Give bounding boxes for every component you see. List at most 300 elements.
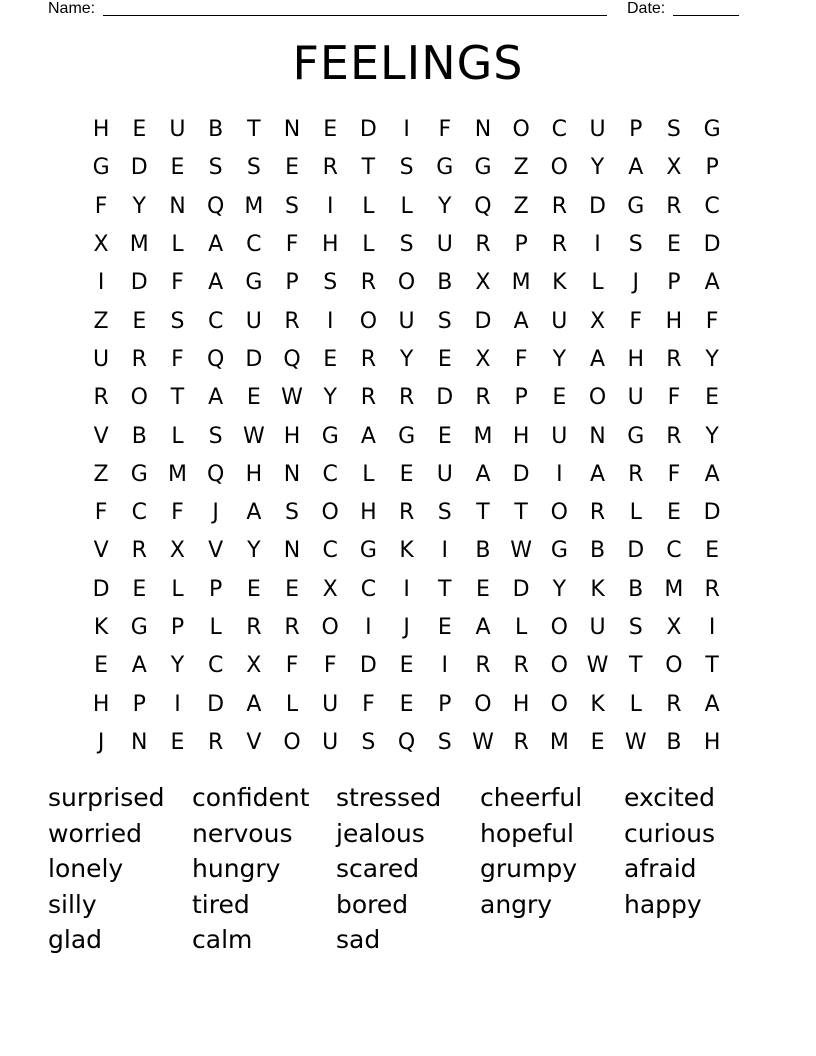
word-list-item: surprised bbox=[48, 783, 165, 812]
grid-letter[interactable]: U bbox=[93, 346, 110, 372]
grid-letter[interactable]: A bbox=[704, 270, 720, 296]
grid-letter[interactable]: F bbox=[171, 500, 184, 526]
grid-letter[interactable]: H bbox=[627, 346, 644, 372]
grid-letter[interactable]: E bbox=[285, 155, 299, 181]
grid-letter[interactable]: Q bbox=[474, 193, 492, 219]
grid-row bbox=[82, 532, 731, 570]
grid-letter[interactable]: B bbox=[437, 270, 453, 296]
grid-letter[interactable]: K bbox=[399, 538, 414, 564]
grid-letter[interactable]: R bbox=[666, 346, 682, 372]
grid-letter[interactable]: A bbox=[475, 615, 491, 640]
grid-letter[interactable]: U bbox=[436, 461, 453, 487]
grid-letter[interactable]: G bbox=[92, 155, 110, 181]
grid-letter[interactable]: X bbox=[589, 308, 606, 334]
grid-letter[interactable]: F bbox=[667, 385, 681, 411]
grid-letter[interactable]: N bbox=[589, 423, 606, 449]
grid-letter[interactable]: C bbox=[551, 117, 568, 143]
grid-letter[interactable]: L bbox=[171, 423, 184, 449]
grid-letter[interactable]: U bbox=[589, 615, 606, 640]
grid-letter[interactable]: O bbox=[359, 308, 378, 334]
grid-letter[interactable]: P bbox=[514, 385, 528, 411]
grid-letter[interactable]: R bbox=[475, 653, 491, 679]
grid-letter[interactable]: D bbox=[474, 308, 492, 334]
grid-letter[interactable]: O bbox=[283, 729, 301, 755]
grid-letter[interactable]: H bbox=[283, 423, 301, 449]
grid-letter[interactable]: R bbox=[475, 385, 491, 411]
grid-letter[interactable]: M bbox=[511, 270, 531, 296]
grid-letter[interactable]: Z bbox=[93, 461, 109, 487]
grid-letter[interactable]: X bbox=[475, 270, 491, 296]
grid-letter[interactable]: G bbox=[245, 270, 263, 296]
grid-letter[interactable]: U bbox=[322, 729, 339, 755]
grid-letter[interactable]: E bbox=[132, 576, 147, 602]
grid-letter[interactable]: N bbox=[283, 461, 301, 487]
grid-letter[interactable]: R bbox=[666, 691, 682, 717]
grid-letter[interactable]: A bbox=[590, 461, 606, 487]
grid-letter[interactable]: A bbox=[246, 500, 262, 526]
grid-letter[interactable]: M bbox=[473, 423, 493, 449]
grid-letter[interactable]: L bbox=[285, 691, 299, 717]
grid-letter[interactable]: U bbox=[398, 308, 415, 334]
grid-letter[interactable]: E bbox=[399, 653, 414, 679]
grid-letter[interactable]: R bbox=[628, 461, 644, 487]
grid-letter[interactable]: S bbox=[285, 193, 300, 219]
grid-row bbox=[82, 494, 731, 532]
grid-letter[interactable]: K bbox=[590, 576, 605, 602]
grid-letter[interactable]: P bbox=[514, 232, 528, 258]
grid-letter[interactable]: R bbox=[360, 270, 377, 296]
grid-letter[interactable]: M bbox=[129, 232, 149, 258]
grid-letter[interactable]: N bbox=[169, 193, 186, 219]
grid-letter[interactable]: U bbox=[436, 232, 453, 258]
grid-letter[interactable]: T bbox=[170, 385, 185, 411]
grid-letter[interactable]: D bbox=[207, 691, 225, 717]
grid-letter[interactable]: D bbox=[627, 538, 645, 564]
grid-letter[interactable]: X bbox=[666, 155, 682, 181]
grid-letter[interactable]: E bbox=[246, 385, 261, 411]
grid-letter[interactable]: C bbox=[131, 500, 147, 526]
grid-letter[interactable]: R bbox=[360, 346, 377, 372]
grid-letter[interactable]: I bbox=[403, 117, 410, 143]
grid-letter[interactable]: C bbox=[207, 653, 224, 679]
grid-letter[interactable]: X bbox=[169, 538, 185, 564]
grid-letter[interactable]: O bbox=[512, 117, 530, 143]
grid-letter[interactable]: O bbox=[550, 691, 568, 717]
grid-letter[interactable]: E bbox=[246, 576, 261, 602]
grid-letter[interactable]: R bbox=[475, 232, 491, 258]
grid-letter[interactable]: Y bbox=[590, 155, 605, 181]
grid-letter[interactable]: Y bbox=[170, 653, 185, 679]
grid-letter[interactable]: S bbox=[437, 729, 452, 755]
grid-letter[interactable]: H bbox=[360, 500, 377, 526]
grid-letter[interactable]: E bbox=[323, 346, 338, 372]
grid-letter[interactable]: G bbox=[474, 155, 492, 181]
grid-letter[interactable]: R bbox=[208, 729, 224, 755]
grid-letter[interactable]: O bbox=[474, 691, 492, 717]
grid-letter[interactable]: F bbox=[285, 232, 299, 258]
grid-letter[interactable]: O bbox=[550, 653, 568, 679]
grid-letter[interactable]: I bbox=[556, 461, 563, 487]
grid-letter[interactable]: U bbox=[551, 308, 568, 334]
grid-letter[interactable]: I bbox=[97, 270, 105, 296]
grid-letter[interactable]: R bbox=[666, 423, 682, 449]
grid-letter[interactable]: C bbox=[322, 538, 338, 564]
grid-letter[interactable]: K bbox=[93, 615, 109, 640]
grid-letter[interactable]: I bbox=[708, 615, 716, 640]
grid-letter[interactable]: D bbox=[512, 576, 530, 602]
grid-letter[interactable]: V bbox=[93, 538, 109, 564]
grid-letter[interactable]: L bbox=[515, 615, 528, 640]
grid-letter[interactable]: S bbox=[399, 155, 414, 181]
grid-letter[interactable]: K bbox=[552, 270, 567, 296]
grid-letter[interactable]: D bbox=[703, 500, 721, 526]
grid-letter[interactable]: A bbox=[360, 423, 376, 449]
grid-letter[interactable]: T bbox=[438, 576, 452, 602]
grid-letter[interactable]: F bbox=[285, 653, 299, 679]
grid-letter[interactable]: G bbox=[703, 117, 721, 143]
grid-letter[interactable]: G bbox=[436, 155, 454, 181]
grid-letter[interactable]: S bbox=[628, 232, 643, 258]
grid-letter[interactable]: O bbox=[665, 653, 683, 679]
grid-letter[interactable]: A bbox=[704, 691, 720, 717]
grid-letter[interactable]: A bbox=[246, 691, 262, 717]
grid-letter[interactable]: A bbox=[131, 653, 147, 679]
grid-letter[interactable]: S bbox=[170, 308, 185, 334]
grid-letter[interactable]: G bbox=[627, 423, 645, 449]
grid-letter[interactable]: H bbox=[245, 461, 263, 487]
grid-letter[interactable]: U bbox=[169, 117, 186, 143]
grid-letter[interactable]: V bbox=[246, 729, 262, 755]
grid-letter[interactable]: B bbox=[666, 729, 682, 755]
grid-letter[interactable]: O bbox=[397, 270, 416, 296]
date-blank-line[interactable] bbox=[673, 15, 739, 16]
grid-letter[interactable]: H bbox=[92, 691, 110, 717]
grid-letter[interactable]: A bbox=[628, 155, 644, 181]
grid-letter[interactable]: Y bbox=[552, 576, 567, 602]
grid-letter[interactable]: S bbox=[437, 500, 452, 526]
grid-letter[interactable]: W bbox=[281, 385, 303, 411]
grid-letter[interactable]: X bbox=[322, 576, 338, 602]
grid-letter[interactable]: F bbox=[705, 308, 719, 334]
grid-letter[interactable]: U bbox=[551, 423, 568, 449]
grid-letter[interactable]: R bbox=[551, 232, 567, 258]
grid-letter[interactable]: S bbox=[208, 423, 223, 449]
grid-letter[interactable]: D bbox=[130, 270, 148, 296]
grid-letter[interactable]: S bbox=[399, 232, 414, 258]
grid-letter[interactable]: D bbox=[359, 653, 377, 679]
grid-letter[interactable]: Y bbox=[132, 193, 146, 219]
grid-letter[interactable]: E bbox=[94, 653, 109, 679]
grid-letter[interactable]: I bbox=[594, 232, 601, 258]
grid-letter[interactable]: A bbox=[513, 308, 529, 334]
grid-letter[interactable]: A bbox=[475, 461, 491, 487]
grid-letter[interactable]: C bbox=[322, 461, 338, 487]
grid-letter[interactable]: T bbox=[514, 500, 528, 526]
grid-letter[interactable]: Y bbox=[705, 346, 719, 372]
grid-letter[interactable]: S bbox=[666, 117, 681, 143]
grid-letter[interactable]: X bbox=[246, 653, 262, 679]
word-list-item: angry bbox=[480, 889, 553, 919]
grid-letter[interactable]: F bbox=[362, 691, 375, 717]
grid-letter[interactable]: W bbox=[624, 729, 647, 755]
grid-letter[interactable]: T bbox=[705, 653, 719, 679]
grid-letter[interactable]: P bbox=[209, 576, 223, 602]
grid-letter[interactable]: K bbox=[590, 691, 605, 717]
grid-letter[interactable]: S bbox=[437, 308, 452, 334]
grid-letter[interactable]: E bbox=[437, 346, 452, 372]
grid-letter[interactable]: A bbox=[208, 270, 224, 296]
grid-letter[interactable]: Z bbox=[513, 155, 529, 181]
grid-letter[interactable]: R bbox=[398, 385, 415, 411]
grid-letter[interactable]: O bbox=[588, 385, 607, 411]
grid-letter[interactable]: E bbox=[552, 385, 567, 411]
grid-letter[interactable]: A bbox=[208, 385, 224, 411]
grid-letter[interactable]: R bbox=[551, 193, 567, 219]
grid-letter[interactable]: W bbox=[510, 538, 533, 564]
grid-letter[interactable]: D bbox=[436, 385, 454, 411]
grid-letter[interactable]: F bbox=[323, 653, 337, 679]
grid-letter[interactable]: W bbox=[472, 729, 494, 755]
grid-letter[interactable]: F bbox=[438, 117, 452, 143]
grid-letter[interactable]: Q bbox=[206, 193, 225, 219]
grid-letter[interactable]: I bbox=[441, 538, 449, 564]
grid-letter[interactable]: Q bbox=[206, 461, 225, 487]
grid-letter[interactable]: S bbox=[246, 155, 261, 181]
grid-letter[interactable]: B bbox=[475, 538, 491, 564]
grid-letter[interactable]: D bbox=[92, 576, 110, 602]
grid-letter[interactable]: G bbox=[130, 461, 148, 487]
grid-letter[interactable]: R bbox=[666, 193, 682, 219]
grid-letter[interactable]: O bbox=[130, 385, 148, 411]
grid-letter[interactable]: G bbox=[359, 538, 377, 564]
word-list-item: stressed bbox=[336, 783, 442, 812]
grid-letter[interactable]: O bbox=[321, 615, 339, 640]
grid-letter[interactable]: E bbox=[132, 117, 147, 143]
grid-letter[interactable]: W bbox=[242, 423, 265, 449]
grid-letter[interactable]: M bbox=[244, 193, 264, 219]
grid-letter[interactable]: O bbox=[550, 615, 568, 640]
grid-letter[interactable]: D bbox=[359, 117, 377, 143]
grid-letter[interactable]: R bbox=[246, 615, 262, 640]
grid-letter[interactable]: E bbox=[666, 500, 681, 526]
grid-letter[interactable]: Q bbox=[283, 346, 301, 372]
grid-letter[interactable]: R bbox=[360, 385, 377, 411]
grid-letter[interactable]: C bbox=[246, 232, 262, 258]
grid-letter[interactable]: U bbox=[245, 308, 262, 334]
grid-letter[interactable]: P bbox=[285, 270, 299, 296]
grid-letter[interactable]: D bbox=[703, 232, 721, 258]
grid-letter[interactable]: B bbox=[208, 117, 224, 143]
grid-letter[interactable]: M bbox=[549, 729, 569, 755]
grid-letter[interactable]: J bbox=[403, 615, 410, 640]
grid-letter[interactable]: G bbox=[321, 423, 339, 449]
grid-letter[interactable]: S bbox=[361, 729, 376, 755]
grid-letter[interactable]: C bbox=[207, 308, 224, 334]
grid-letter[interactable]: U bbox=[589, 117, 606, 143]
grid-letter[interactable]: L bbox=[171, 576, 184, 602]
grid-letter[interactable]: N bbox=[283, 538, 301, 564]
grid-letter[interactable]: F bbox=[94, 500, 108, 526]
grid-letter[interactable]: P bbox=[667, 270, 681, 296]
grid-letter[interactable]: D bbox=[589, 193, 606, 219]
grid-letter[interactable]: H bbox=[703, 729, 721, 755]
grid-letter[interactable]: X bbox=[666, 615, 682, 640]
grid-letter[interactable]: D bbox=[130, 155, 148, 181]
grid-letter[interactable]: F bbox=[171, 270, 184, 296]
grid-letter[interactable]: A bbox=[590, 346, 606, 372]
grid-letter[interactable]: R bbox=[704, 576, 720, 602]
grid-letter[interactable]: E bbox=[705, 385, 720, 411]
grid-letter[interactable]: E bbox=[437, 423, 452, 449]
grid-letter[interactable]: R bbox=[398, 500, 415, 526]
grid-letter[interactable]: T bbox=[628, 653, 643, 679]
grid-letter[interactable]: L bbox=[171, 232, 184, 258]
grid-letter[interactable]: N bbox=[283, 117, 301, 143]
grid-letter[interactable]: G bbox=[130, 615, 148, 640]
grid-letter[interactable]: Z bbox=[93, 308, 109, 334]
grid-letter[interactable]: O bbox=[321, 500, 339, 526]
grid-letter[interactable]: E bbox=[399, 691, 414, 717]
grid-letter[interactable]: F bbox=[514, 346, 528, 372]
grid-letter[interactable]: J bbox=[632, 270, 639, 296]
grid-letter[interactable]: P bbox=[705, 155, 719, 181]
grid-letter[interactable]: Y bbox=[323, 385, 337, 411]
grid-row bbox=[82, 456, 731, 494]
grid-letter[interactable]: H bbox=[92, 117, 110, 143]
grid-letter[interactable]: Y bbox=[705, 423, 719, 449]
grid-letter[interactable]: B bbox=[589, 538, 606, 564]
grid-letter[interactable]: J bbox=[212, 500, 219, 526]
name-blank-line[interactable] bbox=[103, 15, 607, 16]
grid-letter[interactable]: E bbox=[399, 461, 414, 487]
grid-letter[interactable]: I bbox=[403, 576, 410, 602]
grid-letter[interactable]: T bbox=[476, 500, 490, 526]
grid-letter[interactable]: A bbox=[704, 461, 720, 487]
grid-letter[interactable]: A bbox=[208, 232, 224, 258]
grid-letter[interactable]: E bbox=[705, 538, 720, 564]
grid-letter[interactable]: V bbox=[208, 538, 224, 564]
grid-letter[interactable]: P bbox=[132, 691, 146, 717]
grid-letter[interactable]: L bbox=[362, 232, 375, 258]
grid-letter[interactable]: E bbox=[590, 729, 605, 755]
grid-letter[interactable]: G bbox=[627, 193, 645, 219]
grid-letter[interactable]: B bbox=[131, 423, 147, 449]
grid-letter[interactable]: Q bbox=[397, 729, 416, 755]
grid-letter[interactable]: B bbox=[628, 576, 644, 602]
grid-letter[interactable]: S bbox=[285, 500, 300, 526]
grid-letter[interactable]: T bbox=[361, 155, 376, 181]
grid-letter[interactable]: L bbox=[362, 461, 375, 487]
grid-letter[interactable]: R bbox=[131, 538, 147, 564]
grid-letter[interactable]: S bbox=[323, 270, 338, 296]
grid-letter[interactable]: D bbox=[512, 461, 530, 487]
grid-letter[interactable]: V bbox=[93, 423, 109, 449]
grid-letter[interactable]: H bbox=[665, 308, 683, 334]
grid-letter[interactable]: E bbox=[437, 615, 452, 640]
grid-letter[interactable]: E bbox=[170, 729, 185, 755]
grid-letter[interactable]: X bbox=[475, 346, 491, 372]
header bbox=[0, 0, 816, 20]
grid-letter[interactable]: N bbox=[131, 729, 148, 755]
grid-letter[interactable]: I bbox=[174, 691, 181, 717]
grid-letter[interactable]: S bbox=[628, 615, 643, 640]
grid-letter[interactable]: G bbox=[550, 538, 568, 564]
grid-letter[interactable]: F bbox=[171, 346, 184, 372]
grid-letter[interactable]: M bbox=[664, 576, 684, 602]
word-list bbox=[48, 781, 768, 959]
grid-letter[interactable]: N bbox=[474, 117, 492, 143]
grid-letter[interactable]: L bbox=[362, 193, 375, 219]
grid-letter[interactable]: H bbox=[512, 691, 530, 717]
grid-letter[interactable]: E bbox=[323, 117, 338, 143]
grid-letter[interactable]: D bbox=[245, 346, 263, 372]
grid-letter[interactable]: Y bbox=[552, 346, 567, 372]
grid-letter[interactable]: Q bbox=[206, 346, 225, 372]
grid-letter[interactable]: I bbox=[441, 653, 449, 679]
grid-letter[interactable]: R bbox=[284, 308, 300, 334]
grid-letter[interactable]: Z bbox=[513, 193, 529, 219]
grid-letter[interactable]: R bbox=[93, 385, 109, 411]
grid-letter[interactable]: U bbox=[322, 691, 339, 717]
grid-letter[interactable]: P bbox=[170, 615, 185, 640]
grid-letter[interactable]: C bbox=[666, 538, 682, 564]
grid-letter[interactable]: L bbox=[629, 691, 642, 717]
grid-letter[interactable]: R bbox=[513, 729, 529, 755]
grid-letter[interactable]: R bbox=[513, 653, 529, 679]
grid-letter[interactable]: I bbox=[326, 308, 334, 334]
grid-letter[interactable]: X bbox=[93, 232, 109, 258]
grid-letter[interactable]: Y bbox=[438, 193, 452, 219]
grid-letter[interactable]: H bbox=[512, 423, 530, 449]
grid-letter[interactable]: E bbox=[132, 308, 147, 334]
grid-letter[interactable]: L bbox=[400, 193, 413, 219]
grid-letter[interactable]: F bbox=[94, 193, 108, 219]
grid-letter[interactable]: C bbox=[704, 193, 720, 219]
grid-letter[interactable]: P bbox=[438, 691, 452, 717]
grid-letter[interactable]: T bbox=[247, 117, 261, 143]
grid-letter[interactable]: F bbox=[667, 461, 681, 487]
grid-letter[interactable]: S bbox=[208, 155, 223, 181]
grid-letter[interactable]: R bbox=[322, 155, 338, 181]
grid-letter[interactable]: E bbox=[285, 576, 299, 602]
grid-row bbox=[82, 417, 731, 455]
grid-letter[interactable]: L bbox=[629, 500, 642, 526]
grid-letter[interactable]: I bbox=[326, 193, 334, 219]
grid-letter[interactable]: O bbox=[550, 155, 568, 181]
grid-letter[interactable]: C bbox=[360, 576, 377, 602]
grid-letter[interactable]: R bbox=[284, 615, 300, 640]
grid-letter[interactable]: U bbox=[627, 385, 644, 411]
grid-letter[interactable]: Y bbox=[247, 538, 261, 564]
grid-letter[interactable]: W bbox=[586, 653, 609, 679]
grid-letter[interactable]: I bbox=[365, 615, 372, 640]
grid-letter[interactable]: J bbox=[97, 729, 105, 755]
grid-letter[interactable]: P bbox=[629, 117, 643, 143]
grid-letter[interactable]: H bbox=[321, 232, 339, 258]
grid-letter[interactable]: R bbox=[131, 346, 147, 372]
grid-letter[interactable]: L bbox=[591, 270, 604, 296]
grid-letter[interactable]: E bbox=[170, 155, 185, 181]
grid-letter[interactable]: M bbox=[167, 461, 187, 487]
grid-letter[interactable]: E bbox=[476, 576, 490, 602]
grid-letter[interactable]: F bbox=[629, 308, 643, 334]
grid-letter[interactable]: E bbox=[666, 232, 681, 258]
grid-letter[interactable]: Y bbox=[399, 346, 414, 372]
grid-letter[interactable]: L bbox=[209, 615, 222, 640]
grid-letter[interactable]: G bbox=[398, 423, 416, 449]
grid-letter[interactable]: O bbox=[550, 500, 568, 526]
grid-letter[interactable]: R bbox=[589, 500, 606, 526]
